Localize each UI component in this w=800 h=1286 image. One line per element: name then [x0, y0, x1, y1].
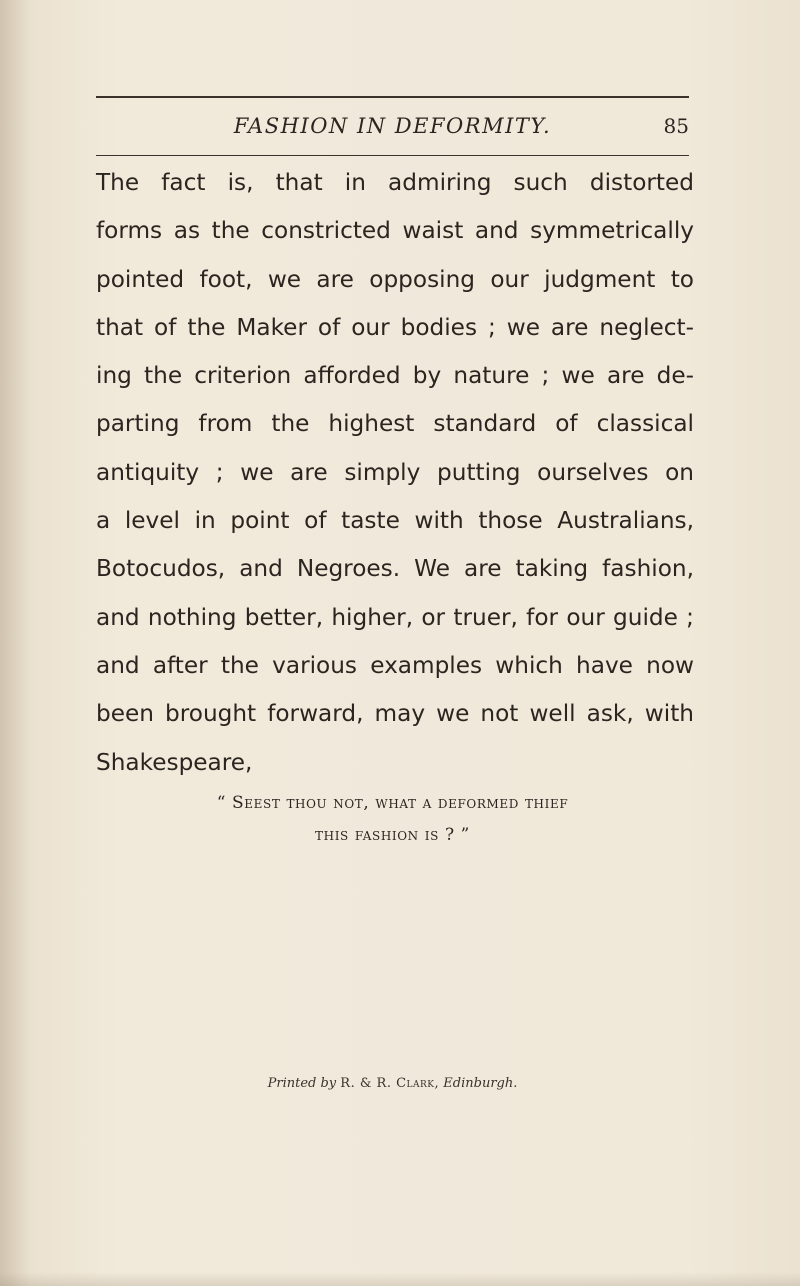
running-head — [96, 112, 689, 148]
text-line: The fact is, that in admiring such distorted — [96, 169, 694, 196]
text-line: pointed foot, we are opposing our judgment to — [96, 265, 694, 293]
imprint-place: Edinburgh. — [443, 1076, 518, 1091]
text-line: and nothing better, higher, or truer, for our guide ; — [96, 603, 694, 631]
page-number: 85 — [663, 114, 689, 138]
quotation-line-1: “ Seest thou not, what a deformed thief — [216, 793, 569, 813]
text-line: Botocudos, and Negroes. We are taking fashion, — [96, 555, 694, 583]
text-line: forms as the constricted waist and symmetrically — [96, 217, 694, 245]
imprint-printer: R. & R. Clark, — [340, 1076, 440, 1091]
page-edge-shadow — [0, 0, 30, 1286]
quotation-line-2: this fashion is ? ” — [315, 825, 470, 845]
text-line: parting from the highest standard of classical — [96, 410, 694, 438]
header-rule-bottom — [96, 155, 689, 156]
text-line: Shakespeare, — [96, 748, 253, 776]
text-line: and after the various examples which have now — [96, 651, 694, 679]
running-title: FASHION IN DEFORMITY. — [233, 114, 552, 138]
page-bottom-shadow — [0, 1272, 800, 1286]
body-paragraph — [96, 159, 694, 787]
text-line: a level in point of taste with those Australians, — [96, 507, 694, 535]
printer-imprint — [96, 1076, 689, 1091]
imprint-printed-by: Printed by — [267, 1076, 337, 1091]
header-rule-top — [96, 96, 689, 98]
text-line: that of the Maker of our bodies ; we are neglect- — [96, 313, 694, 341]
text-line: antiquity ; we are simply putting ourselves on — [96, 458, 694, 486]
text-line: been brought forward, may we not well ask, with — [96, 700, 694, 728]
text-line: ing the criterion afforded by nature ; we are de- — [96, 362, 694, 390]
